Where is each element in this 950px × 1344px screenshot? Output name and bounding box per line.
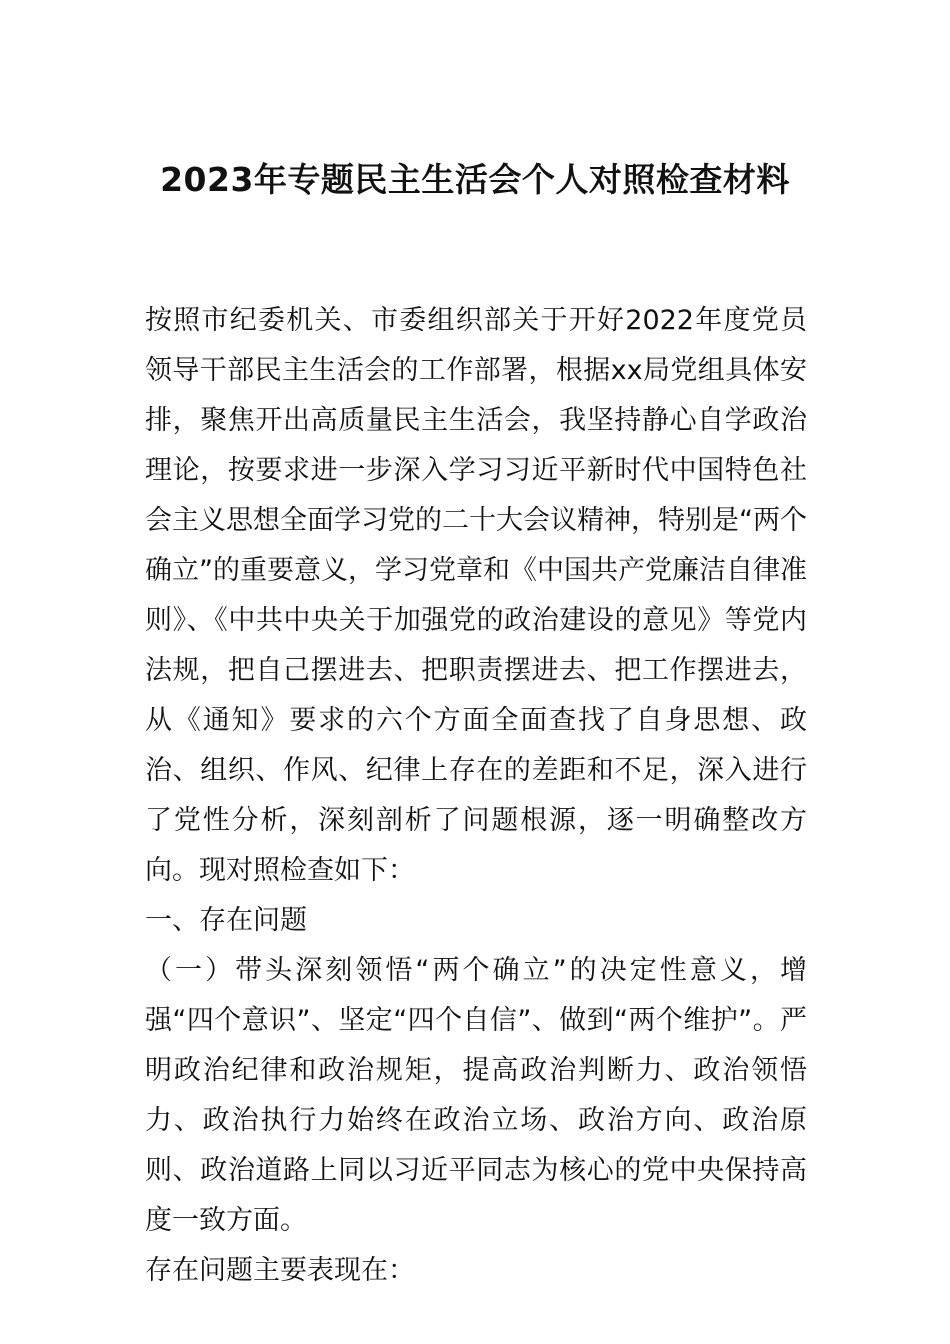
problems-intro: 存在问题主要表现在： bbox=[145, 1255, 415, 1286]
document-title: 2023年专题民主生活会个人对照检查材料 bbox=[160, 160, 790, 199]
intro-paragraph: 按照市纪委机关、市委组织部关于开好2022年度党员领导干部民主生活会的工作部署，根据xx局党组具体安排，聚焦开出高质量民主生活会，我坚持静心自学政治理论，按要求进一步深入学习习近平新时代中国特色社会主义思想全面学习党的二十大会议精神，特别是“两个确立”的重要意义，学习党章和《中国共产党廉洁自律准则》、《中共中央关于加强党的政治建设的意见》等党内法规，把自己摆进去、把职责摆进去、把工作摆进去，从《通知》要求的六个方面全面查找了自身思想、政治、组织、作风、纪律上存在的差距和不足，深入进行了党性分析，深刻剖析了问题根源，逐一明确整改方向。现对照检查如下： bbox=[145, 305, 807, 886]
section-heading: 一、存在问题 bbox=[145, 905, 307, 936]
document-body bbox=[145, 296, 807, 1296]
subsection-paragraph: （一）带头深刻领悟“两个确立”的决定性意义，增强“四个意识”、坚定“四个自信”、做到“两个维护”。严明政治纪律和政治规矩，提高政治判断力、政治领悟力、政治执行力始终在政治立场、政治方向、政治原则、政治道路上同以习近平同志为核心的党中央保持高度一致方面。 bbox=[145, 955, 807, 1236]
